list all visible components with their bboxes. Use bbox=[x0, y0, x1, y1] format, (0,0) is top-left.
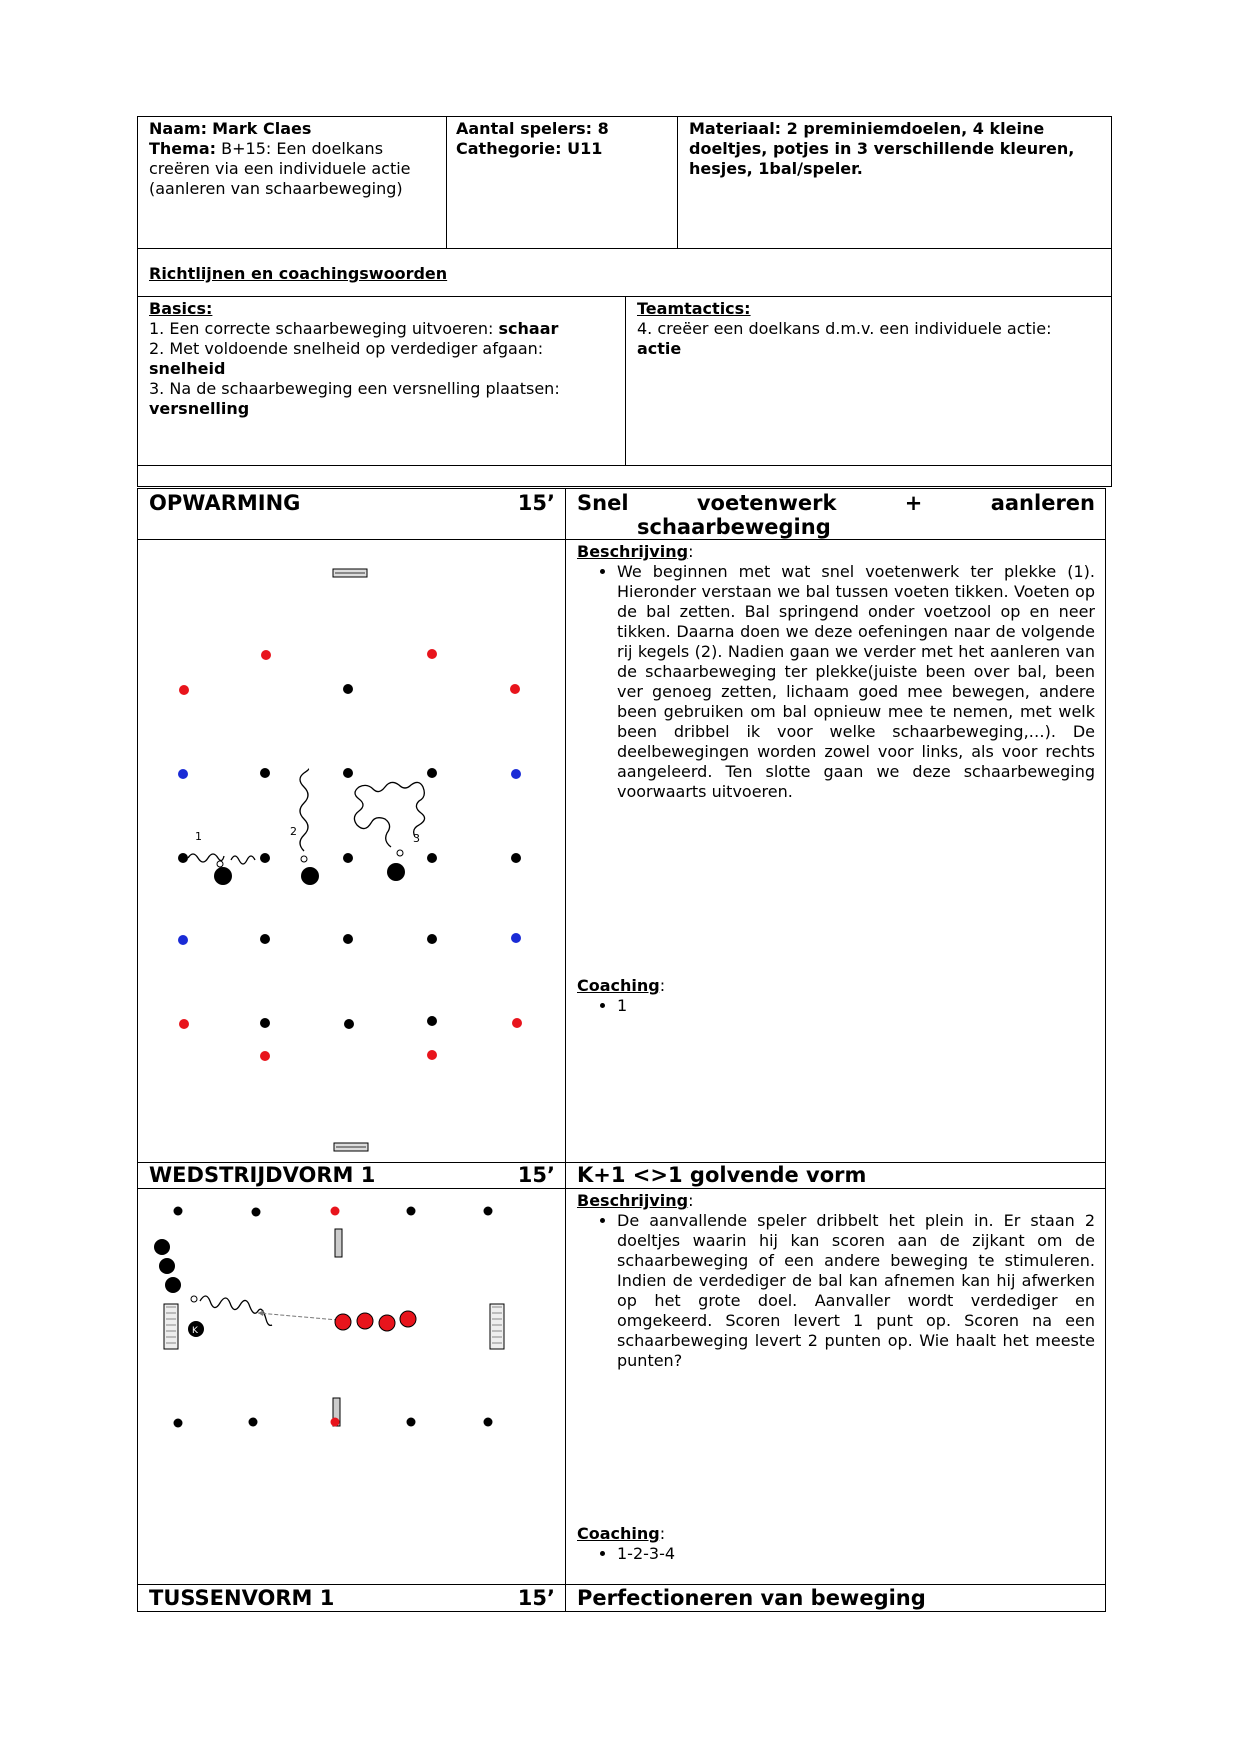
cone-black bbox=[343, 684, 353, 694]
goal-bottom-net bbox=[336, 1146, 366, 1148]
section1-title-cell bbox=[565, 488, 1106, 540]
info-players-cell bbox=[446, 116, 678, 249]
pass-arrow bbox=[258, 1310, 264, 1316]
section1-title-line2: schaarbeweging bbox=[637, 515, 831, 539]
spelers-value: 8 bbox=[597, 119, 609, 138]
section2-description: • De aanvallende speler dribbelt het plein in. Er staan 2 doeltjes waarin hij kan scoren aan de zijkant om de schaarbeweging of een andere beweging te stimuleren. Indien de verdediger de bal kan afnemen kan hij afwerken op het grote doel. Aanvaller wordt verdediger en omgekeerd. Scoren levert 1 punt op. Scoren na een schaarbeweging levert 2 punten op. Wie haalt het meeste punten? bbox=[617, 1211, 1095, 1371]
section2-name: WEDSTRIJDVORM 1 bbox=[149, 1163, 376, 1187]
basics-cell bbox=[137, 296, 626, 466]
section3-name: TUSSENVORM 1 bbox=[149, 1586, 335, 1610]
section2-coaching: • 1-2-3-4 bbox=[617, 1544, 1095, 1564]
attacker bbox=[154, 1239, 170, 1255]
section3-duration: 15’ bbox=[517, 1586, 555, 1610]
attacker bbox=[165, 1277, 181, 1293]
section1-name: OPWARMING bbox=[149, 491, 301, 515]
cone-black bbox=[407, 1207, 416, 1216]
section1-coaching-label: Coaching bbox=[577, 976, 660, 995]
player-3 bbox=[387, 863, 405, 881]
spelers-label: Aantal spelers: bbox=[456, 119, 593, 138]
guidelines-title: Richtlijnen en coachingswoorden bbox=[149, 264, 448, 283]
cone-blue bbox=[511, 769, 521, 779]
section2-description-label: Beschrijving bbox=[577, 1191, 689, 1210]
naam-value: Mark Claes bbox=[212, 119, 312, 138]
cone-black bbox=[174, 1419, 183, 1428]
defender bbox=[379, 1315, 395, 1331]
cone-black bbox=[343, 853, 353, 863]
cone-blue bbox=[511, 933, 521, 943]
section1-text-cell: Beschrijving: • We beginnen met wat snel voetenwerk ter plekke (1). Hieronder verstaan we bal tussen voeten tikken. Voeten op de bal zetten. Bal springend onder voetzool op en neer tikken. Daarna doen we deze oefeningen naar de volgende rij kegels (2). Nadien gaan we verder met het aanleren van de schaarbeweging ter plekke(juiste been over bal, been ver genoeg zetten, lichaam goed mee bewegen, andere been gebruiken om bal opnieuw mee te nemen, met welk been dribbel ik voor welke schaarbeweging,…). De deelbewegingen worden zowel voor links, als voor rechts aangeleerd. Ten slotte gaan we deze schaarbeweging voorwaarts uitvoeren. Coaching: • 1 bbox=[565, 539, 1106, 1163]
defender bbox=[400, 1311, 416, 1327]
guidelines-title-cell bbox=[137, 248, 1112, 297]
section3-name-cell bbox=[137, 1584, 566, 1612]
dribble-path-2 bbox=[300, 769, 309, 851]
basics-title: Basics: bbox=[149, 299, 213, 318]
section1-description: • We beginnen met wat snel voetenwerk ter plekke (1). Hieronder verstaan we bal tussen voeten tikken. Voeten op de bal zetten. Bal springend onder voetzool op en neer tikken. Daarna doen we deze oefeningen naar de volgende rij kegels (2). Nadien gaan we verder met het aanleren van de schaarbeweging ter plekke(juiste been over bal, been ver genoeg zetten, lichaam goed mee bewegen, andere been gebruiken om bal opnieuw mee te nemen, met welk been dribbel ik voor welke schaarbeweging,…). De deelbewegingen worden zowel voor links, als voor rechts aangeleerd. Ten slotte gaan we deze schaarbeweging voorwaarts uitvoeren. bbox=[617, 562, 1095, 802]
section2-title-cell bbox=[565, 1162, 1106, 1189]
info-material-cell bbox=[677, 116, 1112, 249]
cone-black bbox=[260, 853, 270, 863]
spacer-row bbox=[137, 465, 1112, 487]
categorie-value: U11 bbox=[567, 139, 603, 158]
big-goal-left bbox=[164, 1304, 178, 1349]
ball bbox=[397, 850, 403, 856]
section2-duration: 15’ bbox=[517, 1163, 555, 1187]
cone-red bbox=[510, 684, 520, 694]
materiaal-label: Materiaal: bbox=[689, 119, 782, 138]
defender bbox=[335, 1314, 351, 1330]
cone-black bbox=[174, 1207, 183, 1216]
player-2 bbox=[301, 867, 319, 885]
section1-duration: 15’ bbox=[517, 491, 555, 515]
section2-coaching-label: Coaching bbox=[577, 1524, 660, 1543]
info-name-cell bbox=[137, 116, 447, 249]
section2-title: K+1 <>1 golvende vorm bbox=[577, 1163, 867, 1187]
defender bbox=[357, 1313, 373, 1329]
section3-title: Perfectioneren van beweging bbox=[577, 1586, 926, 1610]
categorie-label: Cathegorie: bbox=[456, 139, 562, 158]
section3-title-cell bbox=[565, 1584, 1106, 1612]
diagram-label-1: 1 bbox=[195, 830, 202, 843]
section2-text-cell: Beschrijving: • De aanvallende speler dribbelt het plein in. Er staan 2 doeltjes waarin hij kan scoren aan de zijkant om de schaarbeweging of een andere beweging te stimuleren. Indien de verdediger de bal kan afnemen kan hij afwerken op het grote doel. Aanvaller wordt verdediger en omgekeerd. Scoren levert 1 punt op. Scoren na een schaarbeweging levert 2 punten op. Wie haalt het meeste punten? Coaching: • 1-2-3-4 bbox=[565, 1188, 1106, 1585]
thema-value: B+15: Een doelkans creëren via een individuele actie (aanleren van schaarbeweging) bbox=[149, 139, 411, 198]
section1-description-label: Beschrijving bbox=[577, 542, 689, 561]
cone-black bbox=[249, 1418, 258, 1427]
keeper-label: K bbox=[192, 1326, 198, 1336]
cone-red bbox=[512, 1018, 522, 1028]
cone-black bbox=[260, 934, 270, 944]
teamtactics-title: Teamtactics: bbox=[637, 299, 751, 318]
cone-black bbox=[484, 1418, 493, 1427]
cone-black bbox=[260, 1018, 270, 1028]
cone-blue bbox=[178, 935, 188, 945]
cone-red bbox=[179, 685, 189, 695]
warmup-diagram bbox=[138, 540, 565, 1162]
cone-black bbox=[427, 768, 437, 778]
section1-title-line1: Snel voetenwerk + aanleren bbox=[577, 491, 1095, 515]
cone-red bbox=[331, 1418, 340, 1427]
section2-diagram-cell bbox=[137, 1188, 566, 1585]
match-diagram bbox=[138, 1189, 565, 1584]
player-1 bbox=[214, 867, 232, 885]
cone-red bbox=[427, 649, 437, 659]
basics-item-2: 2. Met voldoende snelheid op verdediger afgaan: snelheid bbox=[149, 339, 544, 378]
basics-item-3: 3. Na de schaarbeweging een versnelling plaatsen: versnelling bbox=[149, 379, 560, 418]
dribble-path-1b bbox=[231, 856, 255, 864]
cone-black bbox=[407, 1418, 416, 1427]
section1-name-cell bbox=[137, 488, 566, 540]
cone-blue bbox=[178, 769, 188, 779]
ball bbox=[191, 1296, 197, 1302]
cone-red bbox=[179, 1019, 189, 1029]
cone-red bbox=[331, 1207, 340, 1216]
cone-black bbox=[344, 1019, 354, 1029]
section2-name-cell bbox=[137, 1162, 566, 1189]
cone-black bbox=[511, 853, 521, 863]
big-goal-right bbox=[490, 1304, 504, 1349]
small-goal-top bbox=[335, 1229, 342, 1257]
cone-red bbox=[261, 650, 271, 660]
cone-black bbox=[427, 1016, 437, 1026]
cone-red bbox=[427, 1050, 437, 1060]
dribble-path bbox=[200, 1296, 272, 1325]
section1-coaching: • 1 bbox=[617, 996, 1095, 1016]
cone-black bbox=[260, 768, 270, 778]
diagram-label-2: 2 bbox=[290, 825, 297, 838]
attacker bbox=[159, 1258, 175, 1274]
teamtactics-item-4: 4. creëer een doelkans d.m.v. een individuele actie: actie bbox=[637, 319, 1052, 358]
cone-black bbox=[343, 768, 353, 778]
ball bbox=[301, 856, 307, 862]
diagram-label-3: 3 bbox=[413, 832, 420, 845]
cone-red bbox=[260, 1051, 270, 1061]
pass-line bbox=[258, 1313, 338, 1320]
goal-top-net bbox=[335, 572, 365, 574]
basics-item-1: 1. Een correcte schaarbeweging uitvoeren: schaar bbox=[149, 319, 559, 338]
cone-black bbox=[427, 934, 437, 944]
cone-black bbox=[484, 1207, 493, 1216]
cone-black bbox=[178, 853, 188, 863]
cone-black bbox=[252, 1208, 261, 1217]
ball bbox=[217, 861, 223, 867]
cone-black bbox=[343, 934, 353, 944]
section1-diagram-cell bbox=[137, 539, 566, 1163]
naam-label: Naam: bbox=[149, 119, 208, 138]
materiaal-value: 2 preminiemdoelen, 4 kleine doeltjes, potjes in 3 verschillende kleuren, hesjes, 1bal/speler. bbox=[689, 119, 1075, 178]
cone-black bbox=[427, 853, 437, 863]
thema-label: Thema: bbox=[149, 139, 217, 158]
teamtactics-cell bbox=[625, 296, 1112, 466]
